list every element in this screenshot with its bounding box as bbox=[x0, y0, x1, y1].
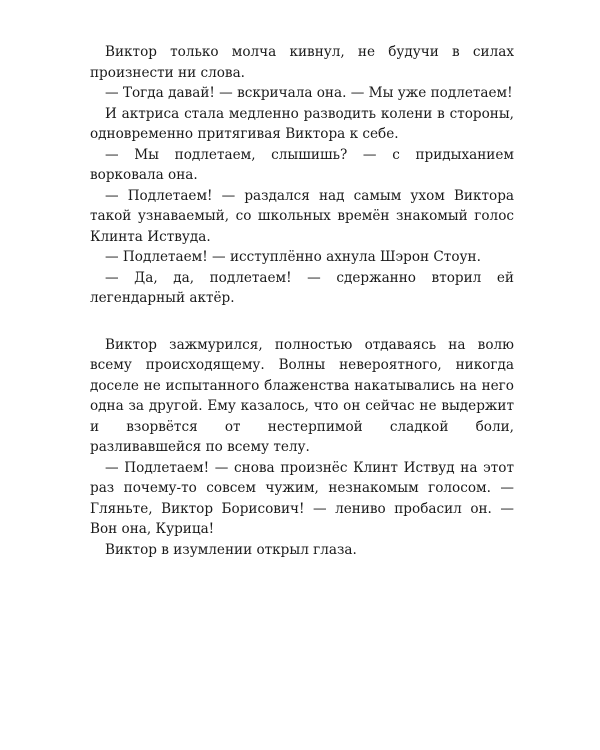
paragraph: — Мы подлетаем, слышишь? — с придыханием ворковала она. bbox=[90, 146, 514, 183]
section-break bbox=[90, 309, 514, 335]
paragraph: — Тогда давай! — вскричала она. — Мы уже подлетаем! bbox=[105, 85, 513, 101]
paragraph: — Подлетаем! — исступлённо ахнула Шэрон Стоун. bbox=[105, 249, 481, 265]
paragraph: Виктор зажмурился, полностью отдаваясь на волю всему происходящему. Волны невероятного, никогда доселе не испытанного блаженства накатывались на него одна за другой. Ему казалось, что он сейчас не выдержит и взорвётся от нестерпимой сладкой боли, разливавшейся по всему телу. bbox=[90, 336, 514, 455]
paragraph: — Да, да, подлетаем! — сдержанно вторил ей легендарный актёр. bbox=[90, 269, 514, 306]
paragraph: — Подлетаем! — снова произнёс Клинт Иствуд на этот раз почему-то совсем чужим, незнакомым голосом. — Гляньте, Виктор Борисович! — лениво пробасил он. — Вон она, Курица! bbox=[90, 459, 514, 537]
page-text bbox=[90, 42, 514, 560]
paragraph: — Подлетаем! — раздался над самым ухом Виктора такой узнаваемый, со школьных времён знакомый голос Клинта Иствуда. bbox=[90, 187, 514, 245]
paragraph: Виктор только молча кивнул, не будучи в силах произнести ни слова. bbox=[90, 44, 514, 81]
paragraph: И актриса стала медленно разводить колени в стороны, одновременно притягивая Виктора к себе. bbox=[90, 105, 514, 142]
paragraph: Виктор в изумлении открыл глаза. bbox=[105, 541, 357, 558]
